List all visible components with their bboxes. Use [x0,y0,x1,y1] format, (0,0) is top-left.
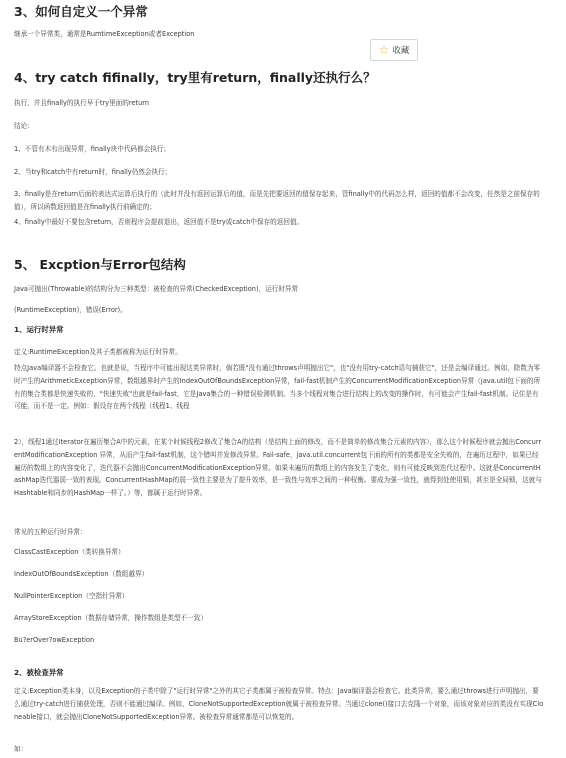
checked-definition: 定义:Exception类本身，以及Exception的子类中除了"运行时异常"之外的其它子类都属于被检查异常。特点：Java编译器会检查它。此类异常，要么通过throws进行声明抛出，要么通过try-catch进行捕获处理，否则不能通过编译。例如，CloneNotSupportedException就属于被检查异常。当通过clone()接口去克隆一个对象，而该对象对应的类没有实现Cloneable接口，就会抛出CloneNotSupportedException异常。被检查异常通常都是可以恢复的。 [14,687,544,721]
section-4-text-3: 1、不管有木有出现异常，finally块中代码都会执行； [14,145,171,153]
exception-item: Bu?erOver?owException [14,636,95,644]
section-4-title: 4、try catch fifinally，try里有return，finally还执行么？ [14,70,376,85]
exception-item: ArrayStoreException（数据存储异常，操作数组是类型不一致） [14,614,207,622]
checked-example-label: 如： [14,745,28,753]
subsection-2-title: 2、被检查异常 [14,668,64,677]
runtime-definition: 定义:RuntimeException及其子类都被称为运行时异常。 [14,348,182,356]
runtime-characteristics: 特点Java编译器不会检查它。也就是说，当程序中可能出现这类异常时，倘若既"没有通过throws声明抛出它"，也"没有用try-catch语句捕获它"，还是会编译通过。例如，除数为零时产生的ArithmeticException异常，数组越界时产生的IndexOutOfBoundsException异常，fail-fast机制产生的ConcurrentModiﬁcationException异常（java.util包下面的所有的集合类都是快速失败的，"快速失败"也就是fail-fast，它是Java集合的一种错误检测机制。当多个线程对集合进行结构上的改变的操作时，有可能会产生fail-fast机制。记住是有可能，而不是一定。例如：假设存在两个线程（线程1、线程 [14,364,541,411]
section-5-title: 5、 Excption与Error包结构 [14,257,186,272]
section-4-text-5: 3、finally是在return后面的表达式运算后执行的（此时并没有返回运算后的值，而是先把要返回的值保存起来，管finally中的代码怎么样，返回的值都不会改变，任然是之前保存的值），所以函数返回值是在finally执行前确定的； [14,190,540,211]
section-4-text-2: 结论： [14,122,34,130]
section-4-text-1: 执行，并且finally的执行早于try里面的return [14,99,150,107]
star-icon: ☆ [378,43,390,57]
section-5-text-2: (RuntimeException)，错误(Error)。 [14,306,127,314]
favorite-button[interactable] [370,39,418,61]
section-5-text-1: Java可抛出(Throwable)的结构分为三种类型：被检查的异常(CheckedException)，运行时异常 [14,285,299,293]
runtime-characteristics-cont: 2），线程1通过Iterator在遍历集合A中的元素，在某个时候线程2修改了集合A的结构（是结构上面的修改，而不是简单的修改集合元素的内容），那么这个时候程序就会抛出ConcurrentModiﬁcationException 异常，从而产生fail-fast机制，这个错叫并发修改异常。Fail-safe，java.util.concurrent包下面的所有的类都是安全失败的，在遍历过程中，如果已经遍历的数组上的内容变化了，迭代器不会抛出ConcurrentModiﬁcationException异常。如果未遍历的数组上的内容发生了变化，则有可能反映到迭代过程中。这就是ConcurrentHashMap迭代器弱一致的表现。ConcurrentHashMap的弱一致性主要是为了提升效率，是一致性与效率之间的一种权衡。要成为强一致性，就得到处使用锁，甚至是全局锁，这就与Hashtable和同步的HashMap一样了。）等，都属于运行时异常。 [14,438,542,498]
favorite-label: 收藏 [392,46,410,56]
section-4-text-4: 2、当try和catch中有return时，finally仍然会执行； [14,168,172,176]
common-exceptions-heading: 常见的五种运行时异常： [14,528,87,536]
exception-item: ClassCastException（类转换异常） [14,548,125,556]
section-3-text: 继承一个异常类，通常是RumtimeException或者Exception [14,30,195,38]
section-4-text-6: 4、finally中最好不要包含return，否则程序会提前退出，返回值不是try或catch中保存的返回值。 [14,218,304,226]
subsection-1-title: 1、运行时异常 [14,325,64,334]
exception-item: NullPointerException（空指针异常） [14,592,129,600]
section-3-title: 3、如何自定义一个异常 [14,4,148,19]
exception-item: IndexOutOfBoundsException（数组越界） [14,570,149,578]
